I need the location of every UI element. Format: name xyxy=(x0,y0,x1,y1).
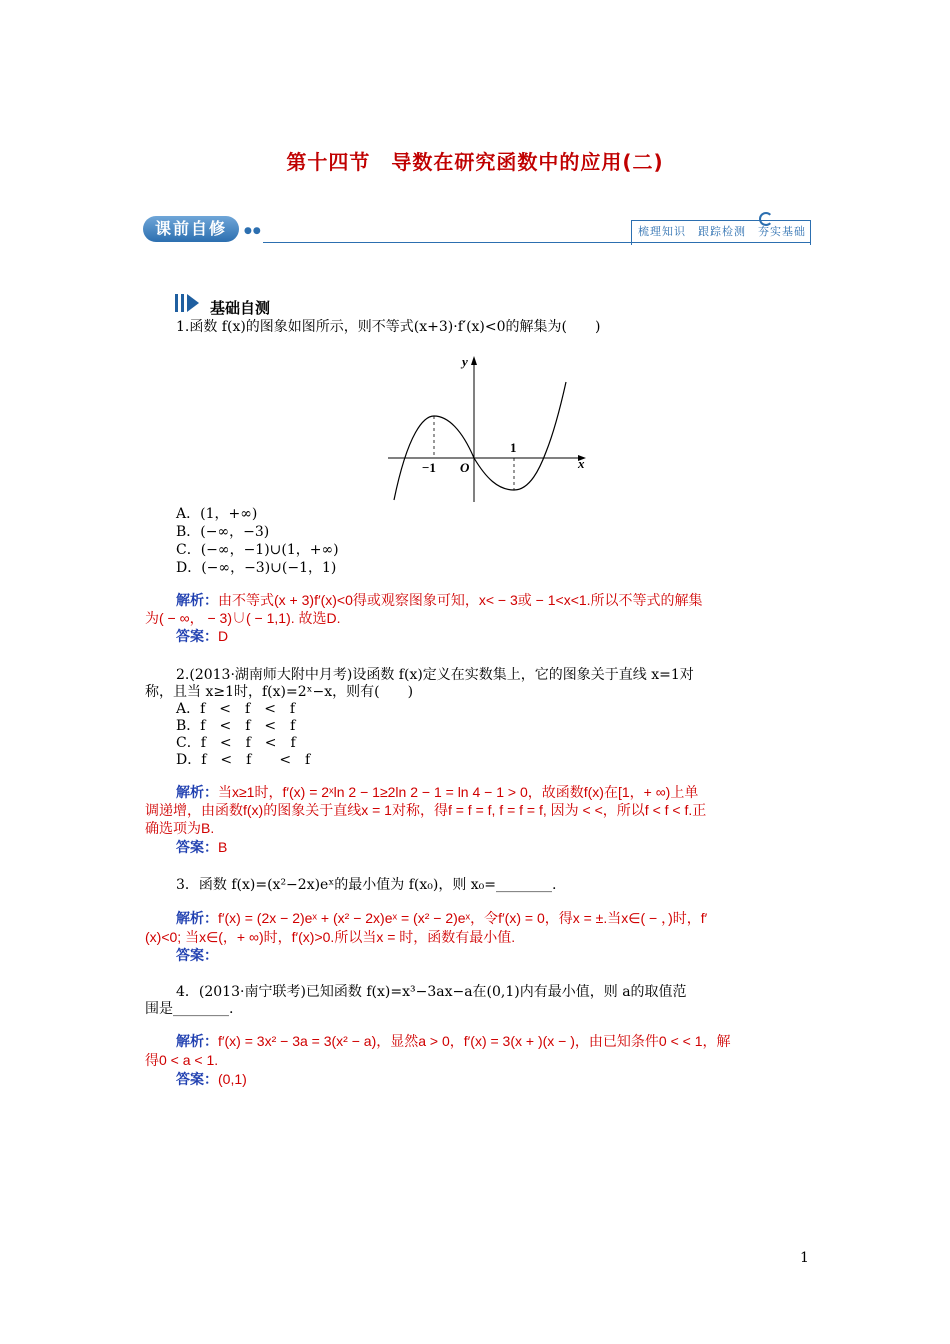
q4-answer-value: (0,1) xyxy=(218,1071,247,1087)
q1-solution-text1: 由不等式(x + 3)f′(x)<0得或观察图象可知，x< − 3或 − 1<x<1.所以不等式的解集 xyxy=(218,592,703,608)
q1-solution-line1 xyxy=(176,590,703,610)
q2-stem-line1: 2.(2013·湖南师大附中月考)设函数 f(x)定义在实数集上，它的图象关于直线 x=1对 xyxy=(176,667,694,683)
q2-answer-label: 答案： xyxy=(176,840,218,856)
section-heading: 基础自测 xyxy=(210,299,271,317)
q4-answer-label: 答案： xyxy=(176,1072,218,1088)
q2-solution-text1: 当x≥1时，f′(x) = 2ˣln 2 − 1≥2ln 2 − 1 = ln 4 − 1 > 0，故函数f(x)在[1，+ ∞)上单 xyxy=(218,784,699,800)
q4-solution-label: 解析： xyxy=(176,1034,218,1050)
q3-solution-text1: f′(x) = (2x − 2)eˣ + (x² − 2x)eˣ = (x² − 2)eˣ，令f′(x) = 0，得x = ±.当x∈( − ，)时，f′ xyxy=(218,910,708,926)
y-axis-arrow xyxy=(471,356,477,365)
page-title: 第十四节 导数在研究函数中的应用(二) xyxy=(286,150,664,174)
q1-solution-label: 解析： xyxy=(176,593,218,609)
q1-option-c: C．(−∞，−1)∪(1，+∞) xyxy=(176,542,339,558)
section-banner xyxy=(143,212,811,246)
origin-label: O xyxy=(460,460,470,475)
q3-solution-line1 xyxy=(176,908,707,928)
q4-solution-text1: f′(x) = 3x² − 3a = 3(x² − a)，显然a > 0，f′(x) = 3(x + )(x − )，由已知条件0 < < 1，解 xyxy=(218,1033,731,1049)
q3-stem: 3．函数 f(x)=(x²−2x)eˣ的最小值为 f(x₀)，则 x₀=________. xyxy=(176,877,557,893)
banner-dots: ●● xyxy=(244,226,262,236)
graph-svg xyxy=(386,352,591,504)
banner-label: 课前自修 xyxy=(143,216,239,242)
tick-neg1: −1 xyxy=(422,460,436,475)
x-label: x xyxy=(578,456,585,471)
q1-option-a: A．(1，+∞) xyxy=(176,506,258,522)
q2-solution-line3: 确选项为B. xyxy=(145,820,215,836)
q1-solution-line2: 为( − ∞， − 3)∪( − 1,1). 故选D. xyxy=(145,610,341,626)
curve xyxy=(394,382,566,500)
q1-answer xyxy=(176,626,228,646)
tick-1: 1 xyxy=(510,440,517,455)
q3-answer xyxy=(176,945,218,965)
q2-option-b: B．f < f < f xyxy=(176,718,296,734)
q3-solution-label: 解析： xyxy=(176,911,218,927)
q4-answer xyxy=(176,1069,247,1089)
q2-option-d: D．f < f < f xyxy=(176,752,311,768)
q4-stem-line1: 4．(2013·南宁联考)已知函数 f(x)=x³−3ax−a在(0,1)内有最小值，则 a的取值范 xyxy=(176,984,687,1000)
q4-stem-line2: 围是________. xyxy=(145,1001,234,1017)
q2-solution-line1 xyxy=(176,782,698,802)
page-number: 1 xyxy=(800,1250,809,1266)
q4-solution-line2: 得0 < a < 1. xyxy=(145,1052,219,1068)
q1-answer-value: D xyxy=(218,628,229,644)
q2-option-a: A．f < f < f xyxy=(176,701,296,717)
bars-icon xyxy=(175,294,205,312)
q3-answer-label: 答案： xyxy=(176,948,218,964)
q1-option-d: D．(−∞，−3)∪(−1，1) xyxy=(176,560,337,576)
q2-option-c: C．f < f < f xyxy=(176,735,296,751)
q1-answer-label: 答案： xyxy=(176,629,218,645)
q2-stem-line2: 称，且当 x≥1时，f(x)=2ˣ−x，则有( ) xyxy=(145,684,414,700)
q1-option-b: B．(−∞，−3) xyxy=(176,524,270,540)
q1-stem: 1.函数 f(x)的图象如图所示，则不等式(x+3)·f′(x)<0的解集为( ) xyxy=(176,319,601,335)
y-label: y xyxy=(462,354,468,369)
function-graph xyxy=(386,352,591,504)
q2-answer xyxy=(176,837,227,857)
q2-solution-line2: 调递增，由函数f(x)的图象关于直线x = 1对称，得f = f = f, f = f = f, 因为 < <，所以f < f < f.正 xyxy=(145,802,707,818)
q4-solution-line1 xyxy=(176,1031,731,1051)
q2-answer-value: B xyxy=(218,839,228,855)
q3-solution-line2: (x)<0; 当x∈(，+ ∞)时，f′(x)>0.所以当x = 时，函数有最小值. xyxy=(145,929,516,945)
banner-right-text: 梳理知识 跟踪检测 夯实基础 xyxy=(631,220,811,245)
q2-solution-label: 解析： xyxy=(176,785,218,801)
